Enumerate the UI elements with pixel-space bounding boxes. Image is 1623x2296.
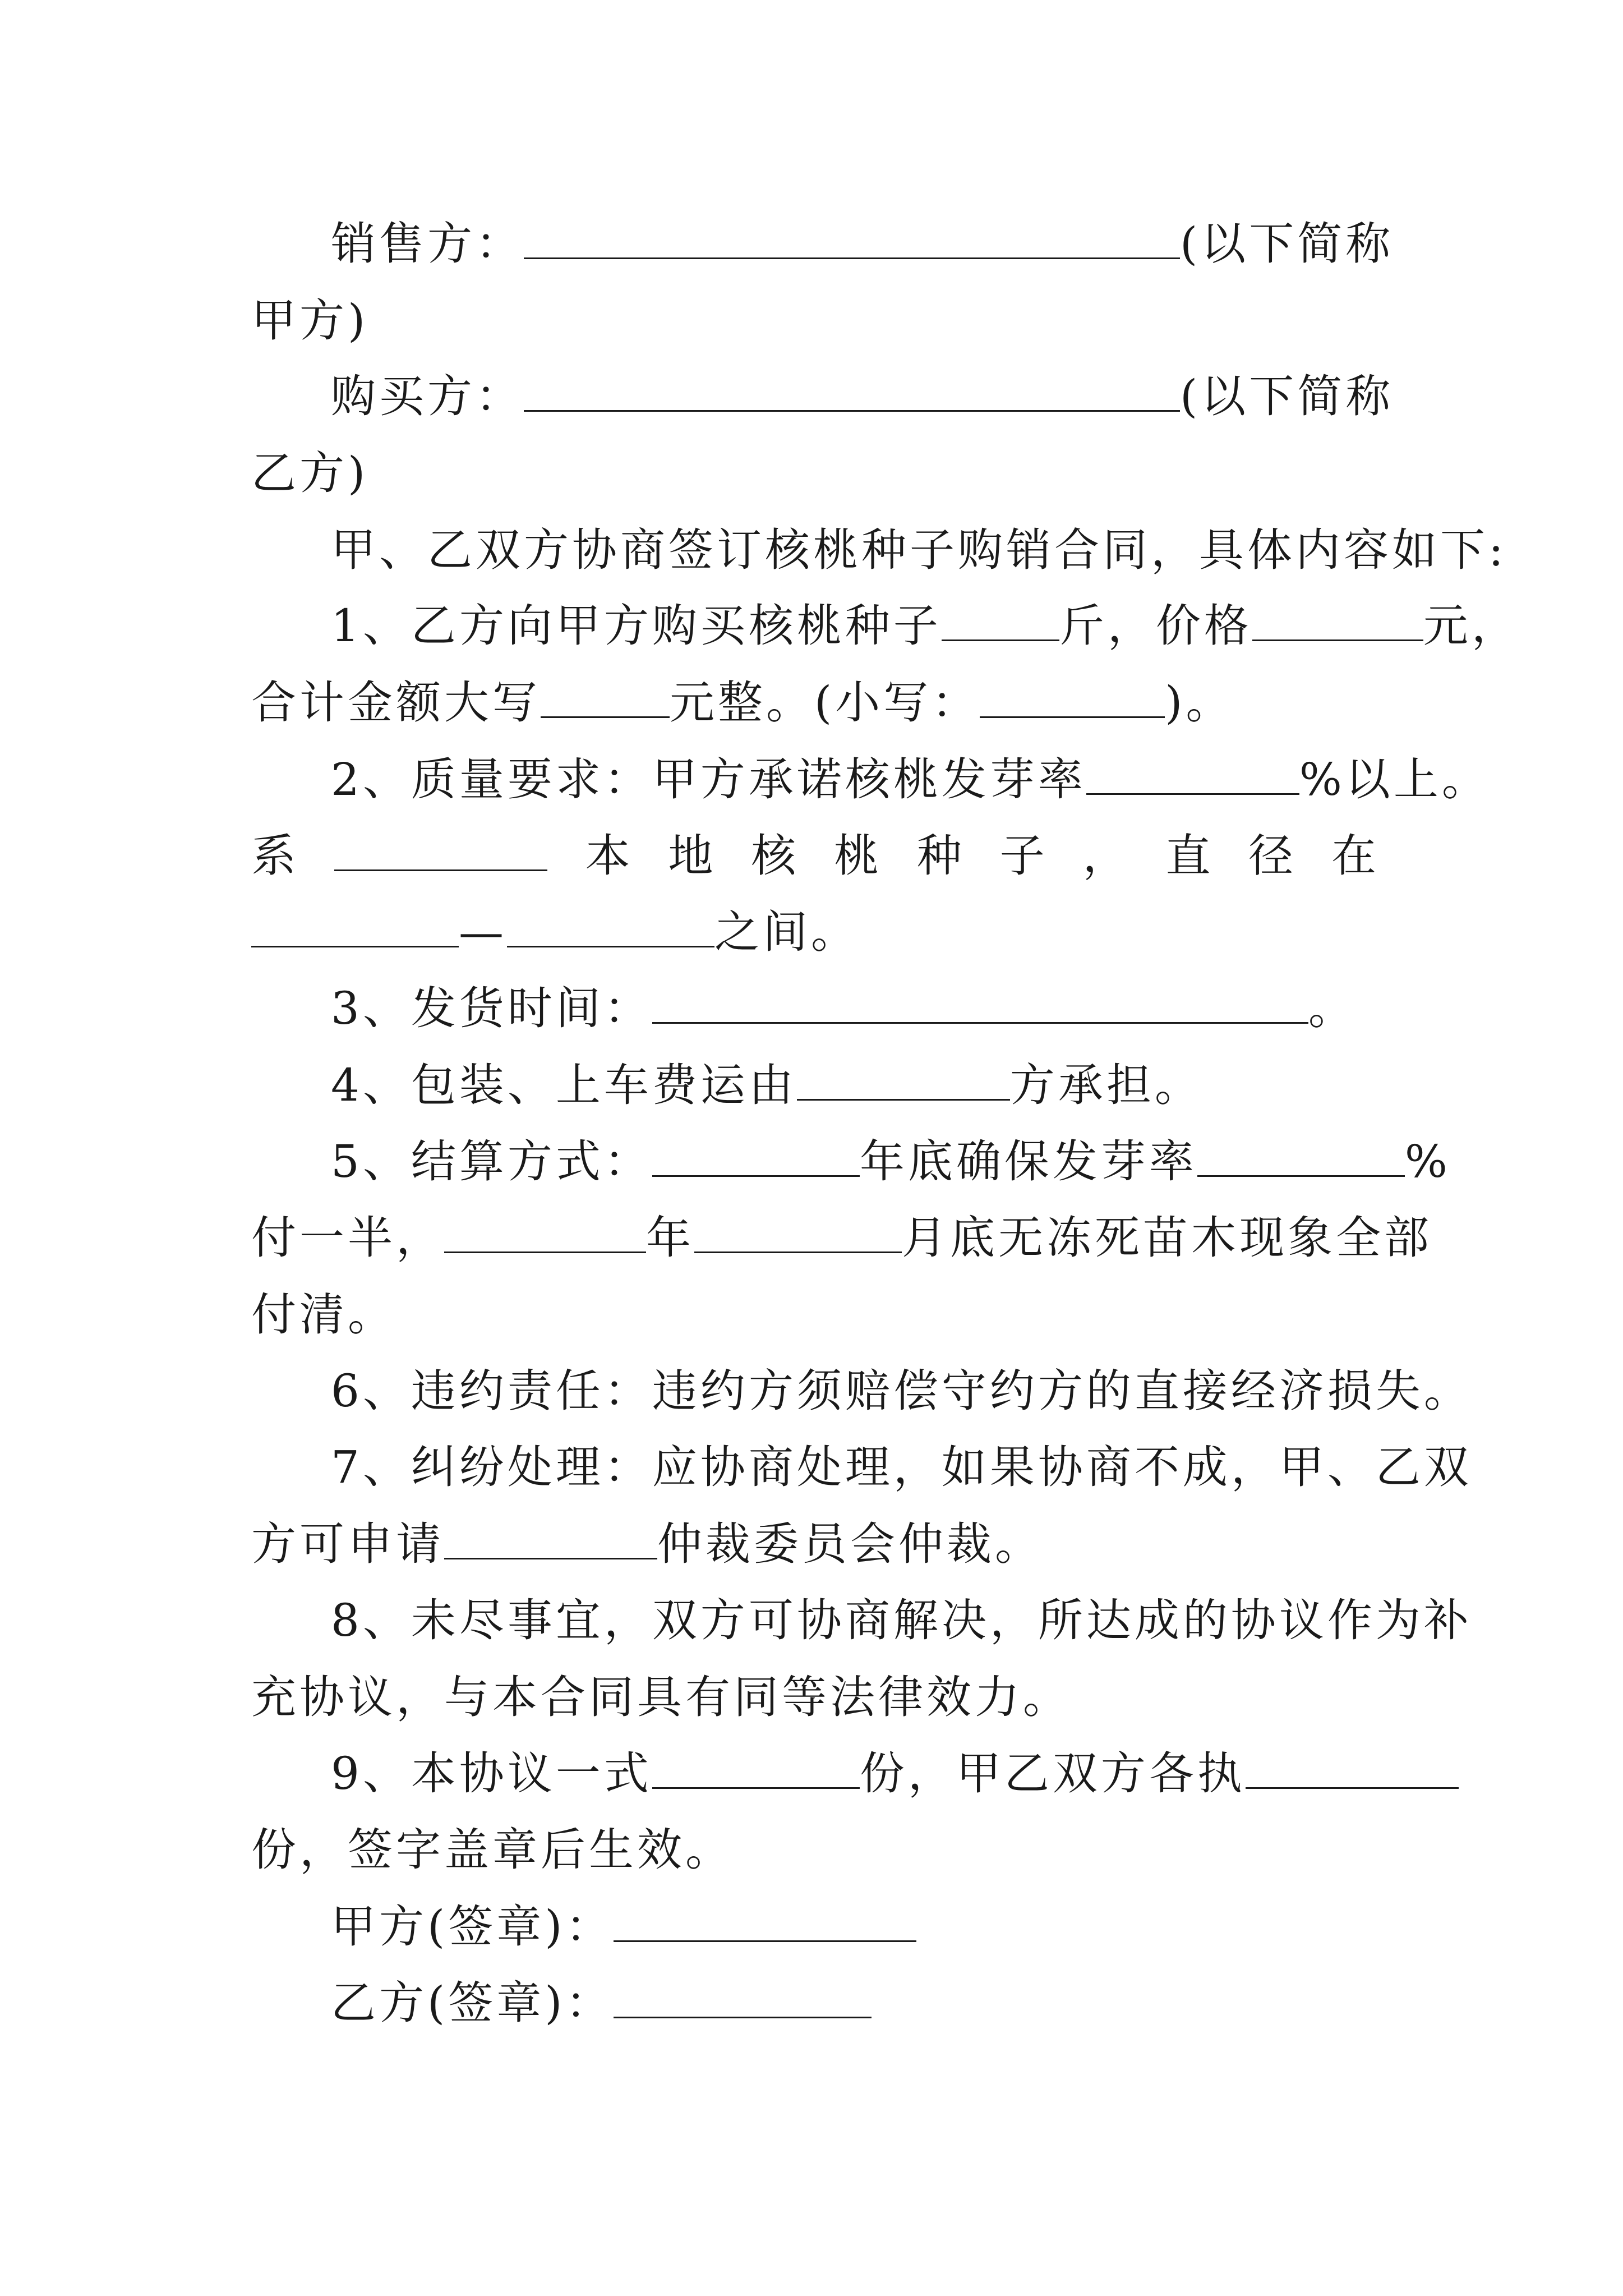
item2-rate-blank[interactable] [1086,754,1299,795]
item5-line1 [331,1134,1451,1190]
item7-line2 [251,1516,1043,1572]
item1-line1 [331,598,1520,654]
item1-text-a: 1、乙方向甲方购买核桃种子 [331,600,942,652]
item2-char: 子 [999,830,1045,882]
item1-qty-blank[interactable] [942,600,1059,641]
item2-char: 种 [916,830,962,882]
item2-char: 在 [1331,830,1376,882]
item3-time-blank[interactable] [652,983,1308,1024]
seller-label: 销售方： [331,218,524,270]
seller-line [331,216,1394,272]
buyer-label: 购买方： [331,370,524,422]
sign-b-label: 乙方(签章)： [331,1977,614,2029]
item5-month-blank[interactable] [694,1212,902,1253]
item5-year2-blank[interactable] [444,1212,646,1253]
item1-text-d: 合计金额大写 [251,677,541,729]
sign-a-blank[interactable] [614,1901,916,1942]
item5-line3: 付清。 [251,1289,396,1341]
item8-line1: 8、未尽事宜，双方可协商解决，所达成的协议作为补 [331,1594,1472,1646]
item7-text-b: 方可申请 [251,1518,444,1570]
item1-text-e: 元整。(小写： [670,677,980,729]
item4-text-a: 4、包装、上车费运由 [331,1059,797,1111]
item2-text-b: %以上。 [1299,753,1490,806]
buyer-line [331,369,1394,425]
buyer-blank[interactable] [524,371,1180,412]
item2-dash: — [459,906,507,958]
item3-text-b: 。 [1308,982,1357,1034]
item1-text-f: )。 [1165,677,1234,729]
item7-line1: 7、纠纷处理：应协商处理，如果协商不成，甲、乙双 [331,1441,1472,1493]
item1-small-blank[interactable] [980,677,1165,718]
item1-line2 [251,675,1234,731]
item5-rate-blank[interactable] [1197,1136,1405,1177]
item2-char: 地 [668,830,713,882]
buyer-cont: 乙方) [251,447,369,499]
item9-line2: 份，签字盖章后生效。 [251,1824,734,1876]
item7-arbitration-blank[interactable] [444,1519,657,1559]
item9-line1 [331,1746,1459,1802]
item5-text-b: 年底确保发芽率 [859,1135,1197,1188]
sign-party-b [331,1975,872,2031]
item2-line2 [251,828,1376,884]
item5-text-e: 年 [646,1212,694,1264]
item5-text-a: 5、结算方式： [331,1135,652,1188]
item9-each-blank[interactable] [1246,1748,1459,1789]
item1-text-c: 元， [1423,600,1520,652]
item5-text-c: % [1404,1135,1451,1188]
item3-line [331,981,1357,1037]
item3-text-a: 3、发货时间： [331,982,652,1034]
item5-text-f: 月底无冻死苗木现象全部 [902,1212,1432,1264]
item9-copies-blank[interactable] [652,1748,860,1789]
item1-price-blank[interactable] [1252,600,1423,641]
item2-diam-max-blank[interactable] [507,907,714,947]
sign-a-label: 甲方(签章)： [331,1901,614,1953]
item2-line1 [331,752,1490,808]
intro-text: 甲、乙双方协商签订核桃种子购销合同，具体内容如下: [331,524,1507,576]
item2-origin-blank[interactable] [334,830,547,871]
item4-text-b: 方承担。 [1009,1059,1203,1111]
item2-text-a: 2、质量要求：甲方承诺核桃发芽率 [331,753,1086,806]
item7-text-c: 仲裁委员会仲裁。 [657,1518,1043,1570]
item9-text-b: 份，甲乙双方各执 [859,1747,1246,1800]
item4-party-blank[interactable] [797,1060,1010,1101]
buyer-suffix: (以下简称 [1180,370,1394,422]
sign-party-a [331,1899,916,1955]
seller-cont: 甲方) [251,295,369,347]
seller-suffix: (以下简称 [1180,218,1394,270]
item1-text-b: 斤，价格 [1059,600,1252,652]
seller-blank[interactable] [524,218,1180,259]
item2-char: 本 [585,830,630,882]
item1-capital-blank[interactable] [541,677,670,718]
item5-text-d: 付一半， [251,1212,444,1264]
item2-line3 [251,904,859,960]
item2-char: 桃 [834,830,879,882]
item4-line [331,1057,1203,1114]
item2-char: 系 [251,830,296,882]
item9-text-a: 9、本协议一式 [331,1747,652,1800]
item2-diam-min-blank[interactable] [251,907,459,947]
item2-char: ， [1082,830,1128,882]
item2-char: 径 [1248,830,1294,882]
item8-line2: 充协议，与本合同具有同等法律效力。 [251,1671,1071,1723]
item5-line2 [251,1210,1432,1266]
sign-b-blank[interactable] [614,1977,872,2018]
item2-char: 核 [751,830,796,882]
item2-text-e: 之间。 [714,906,859,958]
item2-char: 直 [1165,830,1211,882]
item5-year-blank[interactable] [652,1136,860,1177]
item6-line: 6、违约责任：违约方须赔偿守约方的直接经济损失。 [331,1365,1472,1417]
